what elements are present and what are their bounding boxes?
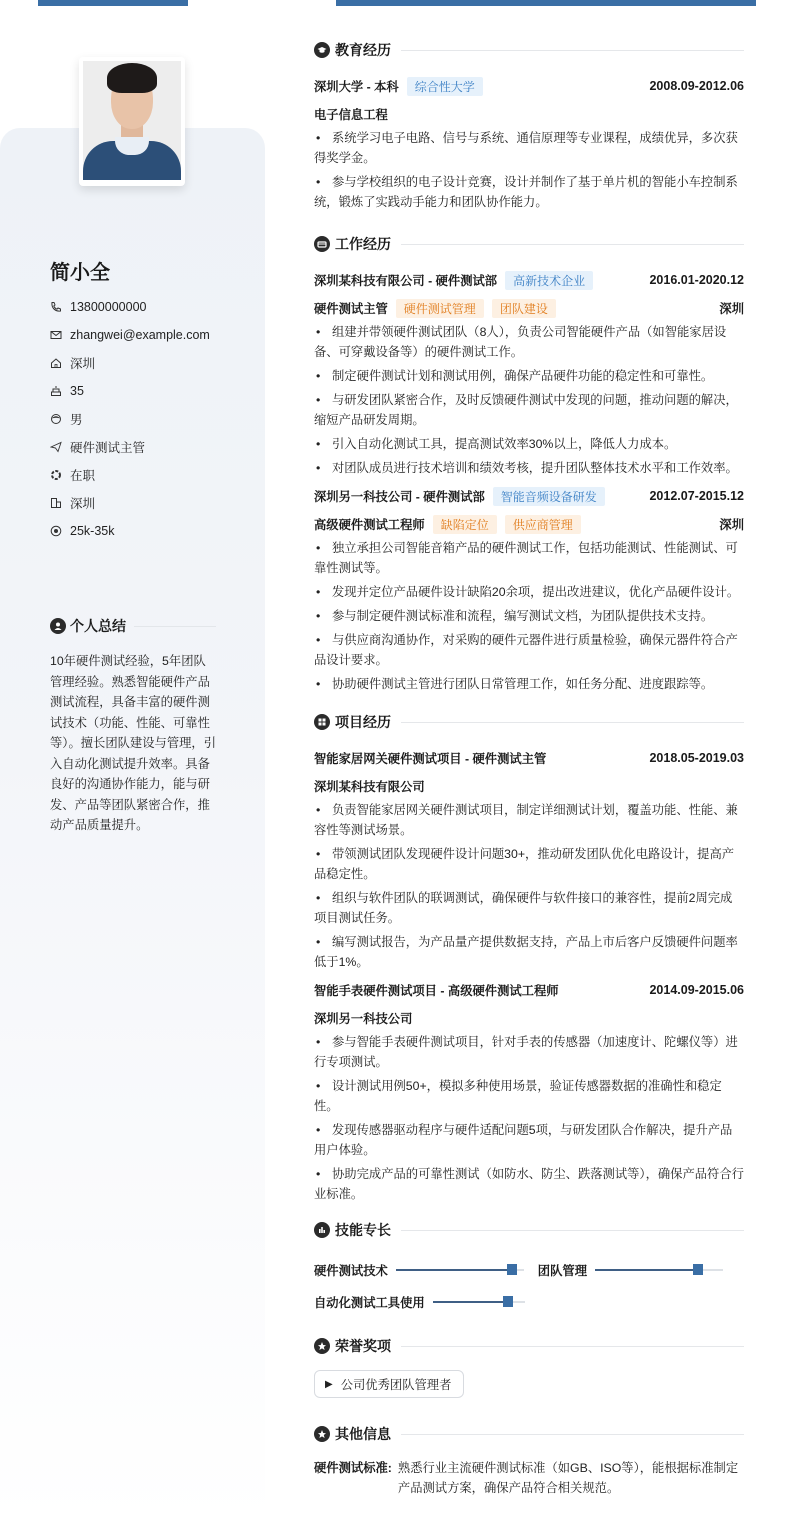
grid-icon xyxy=(314,714,330,730)
list-item: • 组建并带领硬件测试团队（8人），负责公司智能硬件产品（如智能家居设备、可穿戴设备等）的硬件测试工作。 xyxy=(314,325,727,359)
work-item xyxy=(314,482,744,694)
list-item: • 与研发团队紧密合作，及时反馈硬件测试中发现的问题，推动问题的解决，缩短产品研发周期。 xyxy=(314,393,738,427)
education-heading: 教育经历 xyxy=(314,40,744,60)
other-heading: 其他信息 xyxy=(314,1424,744,1444)
building-icon xyxy=(50,497,62,509)
info-position: 硬件测试主管 xyxy=(50,433,210,461)
list-item: • 发现传感器驱动程序与硬件适配问题5项，与研发团队合作解决，提升产品用户体验。 xyxy=(314,1123,733,1157)
project-bullets xyxy=(314,1032,744,1204)
work-location: 深圳 xyxy=(719,302,744,316)
project-company: 深圳某科技有限公司 xyxy=(314,780,425,794)
project-item xyxy=(314,744,744,972)
avatar xyxy=(79,57,185,186)
work-location: 深圳 xyxy=(719,518,744,532)
list-item: • 发现并定位产品硬件设计缺陷20余项，提出改进建议，优化产品硬件设计。 xyxy=(316,585,740,599)
info-email: zhangwei@example.com xyxy=(50,321,210,349)
salary-icon xyxy=(50,525,62,537)
info-salary: 25k-35k xyxy=(50,517,210,545)
list-item: • 制定硬件测试计划和测试用例，确保产品硬件功能的稳定性和可靠性。 xyxy=(316,369,714,383)
graduation-cap-icon xyxy=(314,42,330,58)
education-date: 2008.09-2012.06 xyxy=(649,79,744,93)
work-bullets xyxy=(314,322,744,478)
info-city: 深圳 xyxy=(50,349,210,377)
list-item: • 编写测试报告，为产品量产提供数据支持，产品上市后客户反馈硬件问题率低于1%。 xyxy=(314,935,738,969)
skill-bar xyxy=(595,1269,723,1271)
skill-level-marker xyxy=(693,1264,703,1275)
skill-item: 团队管理 xyxy=(538,1261,723,1279)
school-name: 深圳大学 - 本科 xyxy=(314,80,399,94)
list-item: • 参与智能手表硬件测试项目，针对手表的传感器（加速度计、陀螺仪等）进行专项测试。 xyxy=(314,1035,738,1069)
list-item: • 带领测试团队发现硬件设计问题30+，推动研发团队优化电路设计，提高产品稳定性。 xyxy=(314,847,735,881)
profile-photo xyxy=(83,61,181,180)
award-icon xyxy=(314,1338,330,1354)
divider xyxy=(401,1230,744,1231)
major: 电子信息工程 xyxy=(314,108,388,122)
info-work-city: 深圳 xyxy=(50,489,210,517)
list-item: • 协助完成产品的可靠性测试（如防水、防尘、跌落测试等），确保产品符合行业标准。 xyxy=(314,1167,744,1201)
project-date: 2014.09-2015.06 xyxy=(649,983,744,997)
top-accent-bar-right xyxy=(336,0,756,6)
role: 高级硬件测试工程师 xyxy=(314,518,425,532)
company-tag: 高新技术企业 xyxy=(505,271,593,290)
list-item: • 引入自动化测试工具，提高测试效率30%以上，降低人力成本。 xyxy=(316,437,677,451)
work-item xyxy=(314,266,744,478)
bar-chart-icon xyxy=(314,1222,330,1238)
gender-icon xyxy=(50,413,62,425)
skills-list xyxy=(314,1254,744,1318)
info-gender: 男 xyxy=(50,405,210,433)
info-status: 在职 xyxy=(50,461,210,489)
role-tag: 供应商管理 xyxy=(505,515,581,534)
divider xyxy=(401,50,744,51)
list-item: • 参与学校组织的电子设计竞赛，设计并制作了基于单片机的智能小车控制系统，锻炼了实践动手能力和团队协作能力。 xyxy=(314,175,738,209)
list-item: • 独立承担公司智能音箱产品的硬件测试工作，包括功能测试、性能测试、可靠性测试等。 xyxy=(314,541,738,575)
contact-info-list xyxy=(50,293,210,545)
list-item: • 设计测试用例50+，模拟多种使用场景，验证传感器数据的准确性和稳定性。 xyxy=(314,1079,722,1113)
role-tag: 硬件测试管理 xyxy=(396,299,484,318)
project-bullets xyxy=(314,800,744,972)
list-item: • 组织与软件团队的联调测试，确保硬件与软件接口的兼容性，提前2周完成项目测试任务。 xyxy=(314,891,733,925)
work-date: 2012.07-2015.12 xyxy=(649,489,744,503)
company-name: 深圳另一科技公司 - 硬件测试部 xyxy=(314,490,485,504)
candidate-name: 简小全 xyxy=(50,262,110,284)
list-item: • 负责智能家居网关硬件测试项目，制定详细测试计划，覆盖功能、性能、兼容性等测试场景。 xyxy=(314,803,738,837)
company-tag: 智能音频设备研发 xyxy=(493,487,605,506)
skill-item: 自动化测试工具使用 xyxy=(314,1293,525,1311)
divider xyxy=(401,1346,744,1347)
phone-icon xyxy=(50,301,62,313)
role-tag: 团队建设 xyxy=(492,299,556,318)
list-item: • 系统学习电子电路、信号与系统、通信原理等专业课程，成绩优异，多次获得奖学金。 xyxy=(314,131,738,165)
top-accent-bar-left xyxy=(38,0,188,6)
project-item xyxy=(314,976,744,1204)
mail-icon xyxy=(50,329,62,341)
education-item xyxy=(314,72,744,212)
list-item: • 协助硬件测试主管进行团队日常管理工作，如任务分配、进度跟踪等。 xyxy=(316,677,714,691)
info-icon xyxy=(314,1426,330,1442)
awards-heading: 荣誉奖项 xyxy=(314,1336,744,1356)
divider xyxy=(401,1434,744,1435)
play-triangle-icon: ▶ xyxy=(325,1378,333,1390)
skill-level-marker xyxy=(507,1264,517,1275)
list-item: • 对团队成员进行技术培训和绩效考核，提升团队整体技术水平和工作效率。 xyxy=(316,461,738,475)
list-item: • 与供应商沟通协作，对采购的硬件元器件进行质量检验，确保元器件符合产品设计要求。 xyxy=(314,633,738,667)
other-info-value: 熟悉行业主流硬件测试标准（如GB、ISO等），能根据标准制定产品测试方案，确保产品符合相关规范。 xyxy=(397,1461,739,1495)
skill-item: 硬件测试技术 xyxy=(314,1261,524,1279)
project-name: 智能手表硬件测试项目 - 高级硬件测试工程师 xyxy=(314,984,559,998)
company-name: 深圳某科技有限公司 - 硬件测试部 xyxy=(314,274,498,288)
skill-level-marker xyxy=(503,1296,513,1307)
briefcase-icon xyxy=(314,236,330,252)
age-icon xyxy=(50,385,62,397)
award-item[interactable]: ▶ 公司优秀团队管理者 xyxy=(314,1370,464,1398)
project-date: 2018.05-2019.03 xyxy=(649,751,744,765)
skills-heading: 技能专长 xyxy=(314,1220,744,1240)
summary-heading: 个人总结 xyxy=(50,616,216,636)
education-bullets xyxy=(314,128,744,212)
projects-heading: 项目经历 xyxy=(314,712,744,732)
divider xyxy=(401,244,744,245)
send-icon xyxy=(50,441,62,453)
project-company: 深圳另一科技公司 xyxy=(314,1012,413,1026)
divider xyxy=(401,722,744,723)
status-icon xyxy=(50,469,62,481)
user-icon xyxy=(50,618,66,634)
role: 硬件测试主管 xyxy=(314,302,388,316)
work-date: 2016.01-2020.12 xyxy=(649,273,744,287)
work-bullets xyxy=(314,538,744,694)
summary-text: 10年硬件测试经验，5年团队管理经验。熟悉智能硬件产品测试流程，具备丰富的硬件测试技术（功能、性能、可靠性等）。擅长团队建设与管理，引入自动化测试提升效率。具备良好的沟通协作能力，能与研发、产品等团队紧密合作，推动产品质量提升。 xyxy=(50,654,217,832)
home-icon xyxy=(50,357,62,369)
info-phone: 13800000000 xyxy=(50,293,210,321)
other-info-label: 硬件测试标准: xyxy=(314,1461,392,1475)
skill-bar xyxy=(396,1269,524,1271)
project-name: 智能家居网关硬件测试项目 - 硬件测试主管 xyxy=(314,752,547,766)
divider xyxy=(134,626,216,627)
list-item: • 参与制定硬件测试标准和流程，编写测试文档，为团队提供技术支持。 xyxy=(316,609,714,623)
role-tag: 缺陷定位 xyxy=(433,515,497,534)
work-heading: 工作经历 xyxy=(314,234,744,254)
info-age: 35 xyxy=(50,377,210,405)
skill-bar xyxy=(433,1301,525,1303)
school-tag: 综合性大学 xyxy=(407,77,483,96)
other-info-item xyxy=(314,1458,744,1498)
main-content xyxy=(314,40,744,1498)
